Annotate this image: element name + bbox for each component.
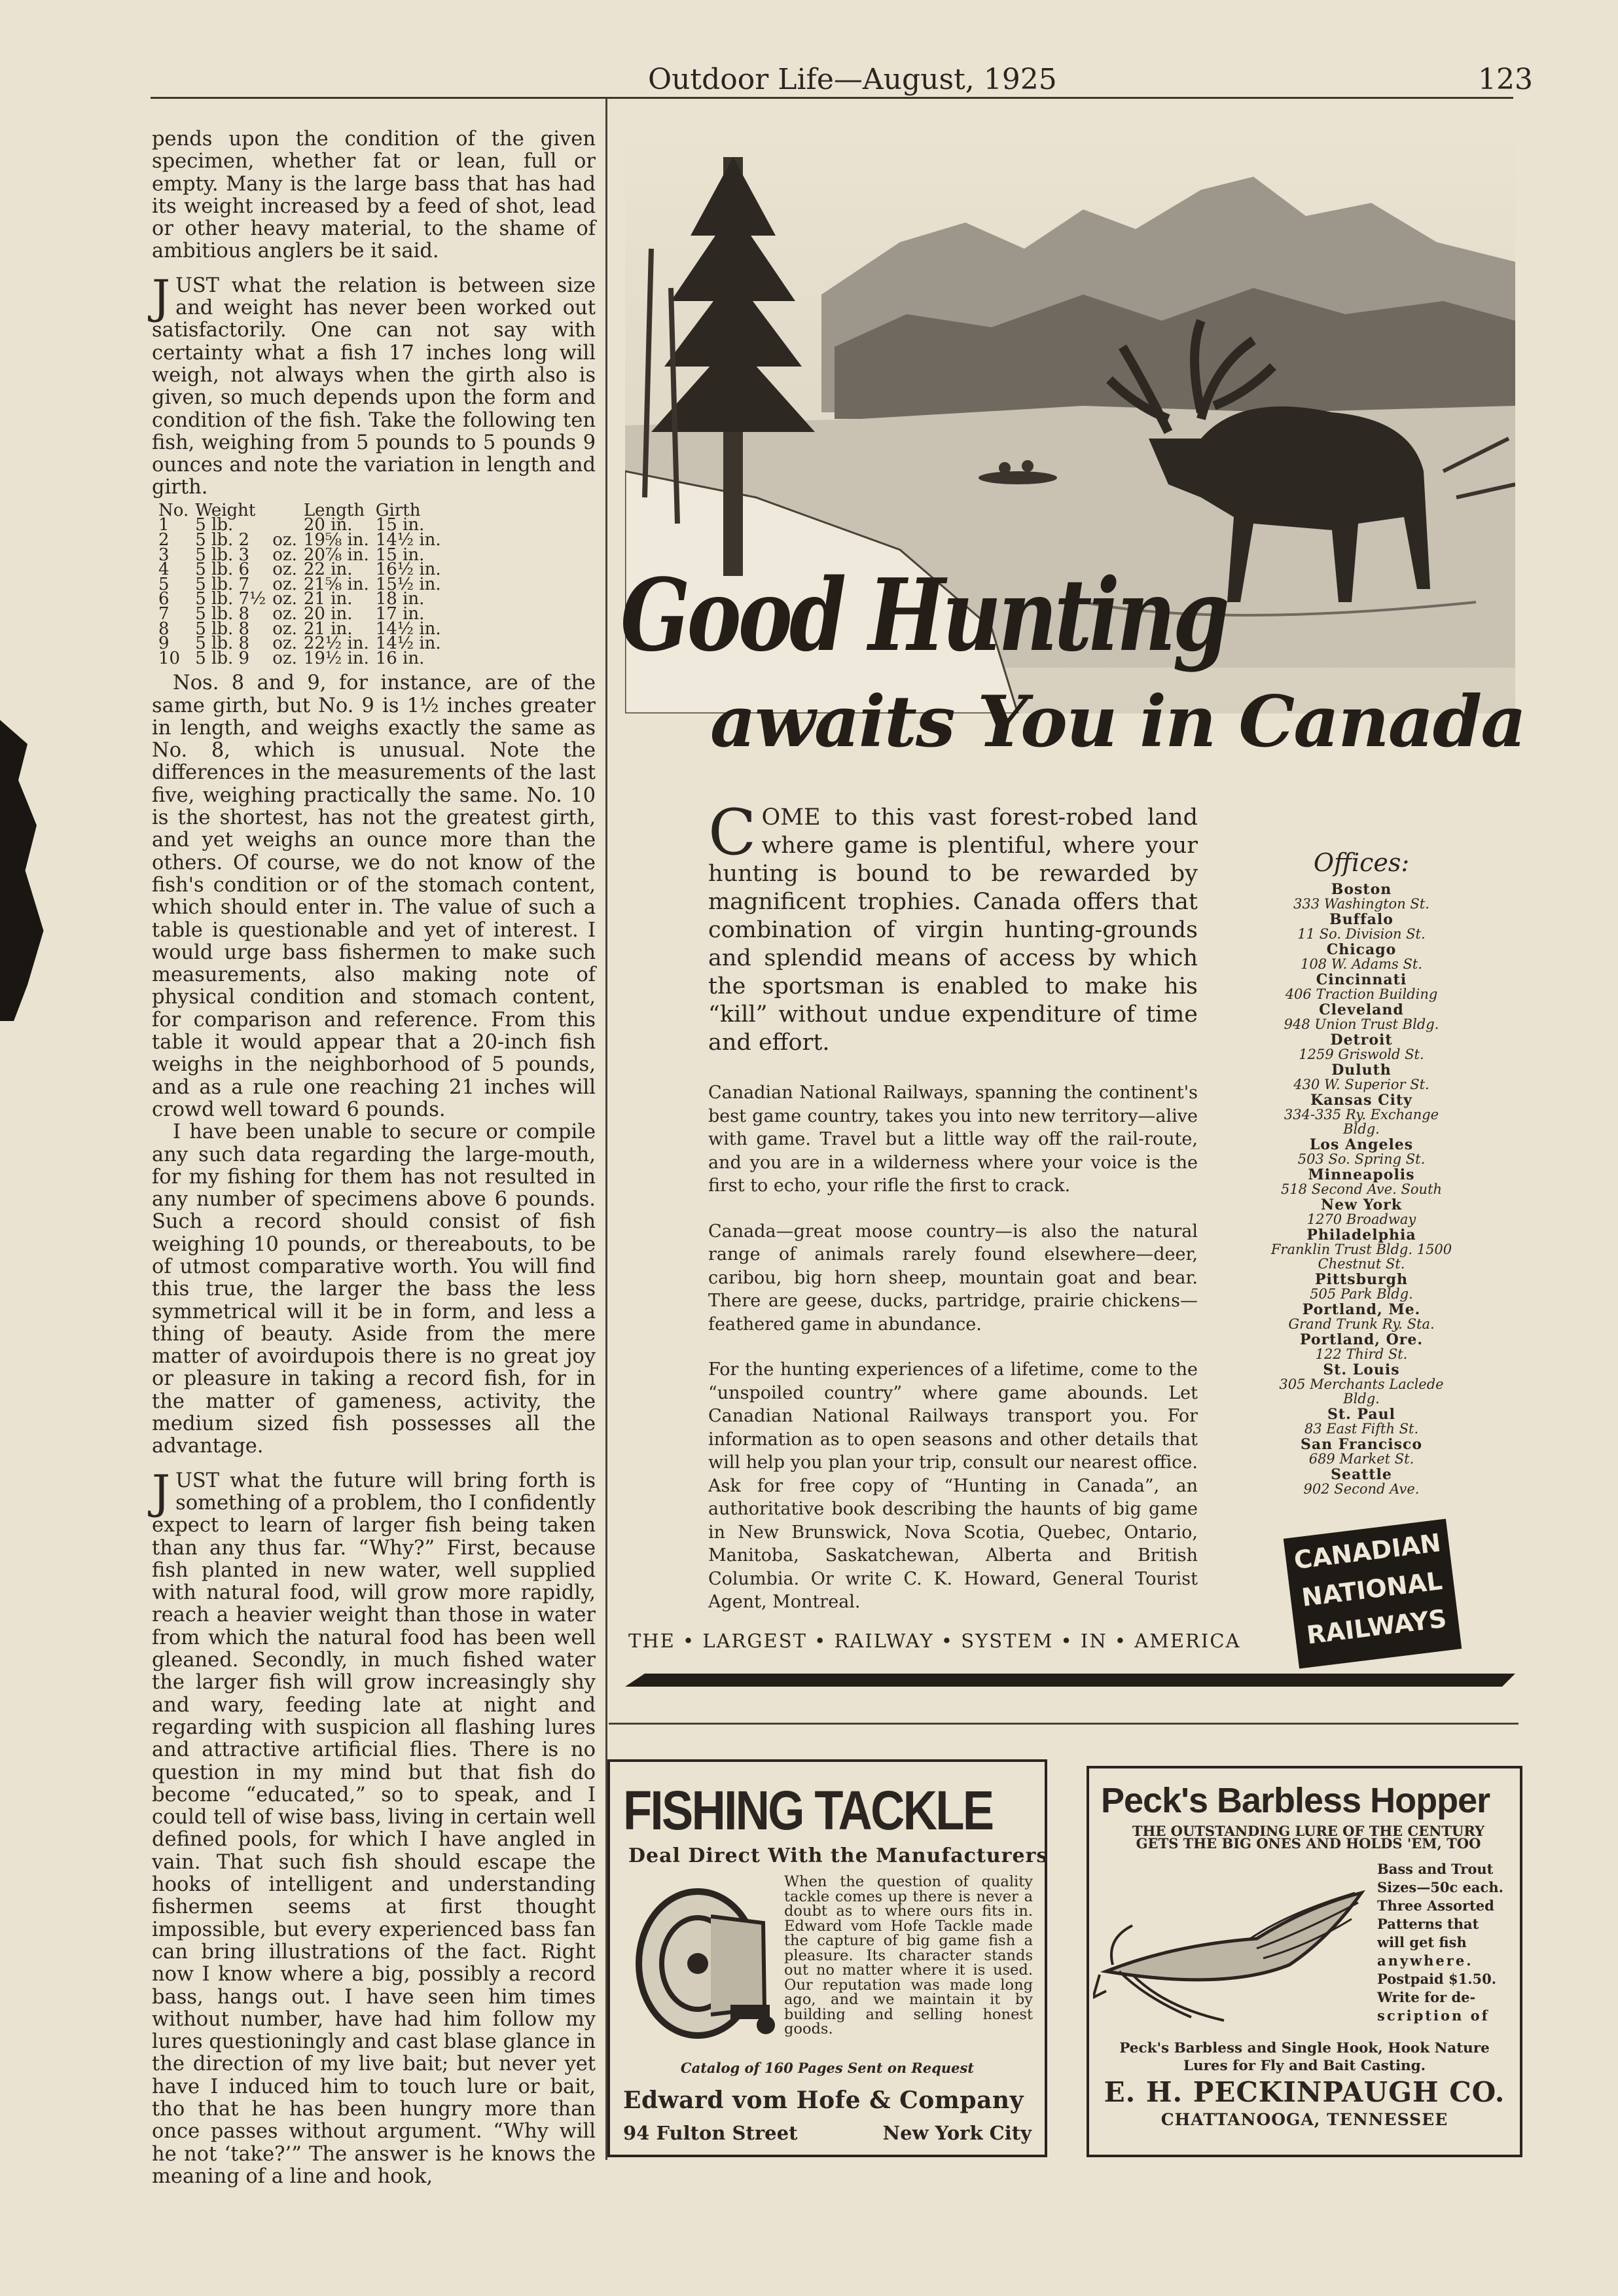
table-cell: 15½ in. <box>375 574 441 594</box>
table-cell: oz. <box>272 648 297 668</box>
ad-paragraph: For the hunting experiences of a lifetime, come to the “unspoiled country” where game abounds. Let Canadian National Railways transport you. For information as to open seasons and other details that will help you plan your trip, consult our nearest office. Ask for free copy of “Hunting in Canada”, an authoritative book describing the haunts of big game in New Brunswick, Nova Scotia, Quebec, Ontario, Manitoba, Saskatchewan, Alberta and British Columbia. Or write C. K. Howard, General Tourist Agent, Montreal. <box>708 1359 1198 1612</box>
decorative-rail-rule <box>625 1672 1515 1688</box>
price-line: Write for de- <box>1377 1989 1476 2005</box>
logo-line: RAILWAYS <box>1304 1604 1448 1650</box>
office-city: Portland, Me. <box>1302 1301 1421 1318</box>
fish-measurement-table <box>158 500 448 668</box>
paragraph-text: UST what the relation is between size and weight has never been worked out satisfactorily. One can not say with certainty what a fish 17 inches long will weigh, not always when the girth also is given, so much depends upon the form and condition of the fish. Take the following ten fish, weighing from 5 pounds to 5 pounds 9 ounces and note the variation in length and girth. <box>152 274 596 499</box>
table-cell: 5 lb. 7 <box>195 574 250 594</box>
office-city: Chicago <box>1326 941 1397 958</box>
office-address: 505 Park Bldg. <box>1310 1286 1413 1302</box>
office-city: Boston <box>1331 881 1392 898</box>
table-cell: 5 lb. 3 <box>195 545 250 565</box>
barbless-hopper-ad <box>1087 1766 1522 2157</box>
price-line: anywhere. <box>1377 1952 1473 1969</box>
tackle-company-name: Edward vom Hofe & Company <box>623 2087 1024 2114</box>
office-city: Pittsburgh <box>1315 1271 1408 1288</box>
table-cell: 19½ in. <box>303 648 369 668</box>
table-cell: 4 <box>158 560 170 580</box>
office-city: Cincinnati <box>1316 971 1407 988</box>
table-cell: 3 <box>158 545 170 565</box>
offices-list <box>1267 848 1456 1498</box>
article-paragraph: Nos. 8 and 9, for instance, are of the same girth, but No. 9 is 1½ inches greater in length, and weighs exactly the same as No. 8, which is unusual. Note the differences in the measurements of the last five, weighing practically the same. No. 10 is the shortest, has not the greatest girth, and yet weighs an ounce more than the others. Of course, we do not know of the fish's condition or of the stomach content, which should enter in. The value of such a table is questionable and yet of interest. I would urge bass fishermen to make such measurements, also making note of physical condition and stomach content, for comparison and reference. From this table it would appear that a 20-inch fish weighs in the neighborhood of 5 pounds, and as a rule one reaching 21 inches will crowd well toward 6 pounds. <box>152 672 596 1121</box>
hopper-price-info <box>1377 1860 1508 2025</box>
table-cell: 5 lb. 2 <box>195 529 250 550</box>
table-cell: 20 in. <box>303 515 353 535</box>
canadian-national-railways-logo <box>1284 1519 1462 1669</box>
office-city: Philadelphia <box>1306 1227 1416 1244</box>
table-cell: 17 in. <box>375 603 425 624</box>
price-line: scription of <box>1377 2007 1490 2024</box>
office-entries <box>1267 882 1456 1496</box>
drop-cap: J <box>152 1465 171 1519</box>
logo-line: CANADIAN <box>1292 1528 1443 1575</box>
torn-page-edge <box>0 720 46 1021</box>
drop-cap: J <box>152 270 171 324</box>
office-address: 689 Market St. <box>1308 1451 1414 1467</box>
fishing-lure-icon <box>1093 1867 1375 2030</box>
office-address: 518 Second Ave. South <box>1280 1181 1443 1197</box>
article-paragraph: pends upon the condition of the given specimen, whether fat or lean, full or empty. Many is the large bass that has had its weight increased by a feed of shot, lead or other heavy material, to the shame of ambitious anglers be it said. <box>152 128 596 263</box>
railway-tagline: THE • LARGEST • RAILWAY • SYSTEM • IN • AMERICA <box>628 1630 1241 1652</box>
price-line: Three Assorted <box>1377 1897 1494 1914</box>
table-cell: 8 <box>158 619 170 639</box>
table-row <box>158 651 448 666</box>
hopper-ad-title: Peck's Barbless Hopper <box>1101 1781 1490 1820</box>
hopper-description <box>1098 2039 1511 2075</box>
office-city: San Francisco <box>1300 1436 1423 1453</box>
price-line: Sizes—50c each. <box>1377 1879 1503 1895</box>
table-cell: oz. <box>272 589 297 609</box>
office-address: 334-335 Ry. Exchange Bldg. <box>1284 1107 1439 1137</box>
table-cell: oz. <box>272 574 297 594</box>
table-cell: 21⅝ in. <box>303 574 369 594</box>
table-cell: 6 <box>158 589 170 609</box>
offices-heading: Offices: <box>1313 848 1410 877</box>
header-rule <box>151 97 1513 99</box>
hopper-ad-tagline <box>1109 1825 1508 1850</box>
table-cell: oz. <box>272 529 297 550</box>
office-address: 430 W. Superior St. <box>1293 1077 1429 1092</box>
table-cell: 14½ in. <box>375 529 441 550</box>
office-city: Buffalo <box>1329 911 1393 928</box>
office-address: Grand Trunk Ry. Sta. <box>1288 1316 1435 1332</box>
office-address: 503 So. Spring St. <box>1297 1151 1426 1167</box>
office-city: Los Angeles <box>1309 1136 1414 1153</box>
office-address: 11 So. Division St. <box>1297 926 1426 942</box>
table-cell: 18 in. <box>375 589 425 609</box>
table-cell: 2 <box>158 529 170 550</box>
ad-paragraph: Canada—great moose country—is also the natural range of animals rarely found elsewhere—deer, caribou, big horn sheep, mountain goat and bear. There are geese, ducks, partridge, prairie chickens—feathered game in abundance. <box>708 1221 1198 1335</box>
table-cell: oz. <box>272 545 297 565</box>
running-header-title: Outdoor Life—August, 1925 <box>648 63 1057 96</box>
tagline-line: GETS THE BIG ONES AND HOLDS 'EM, TOO <box>1136 1835 1481 1852</box>
price-line: Bass and Trout <box>1377 1861 1494 1877</box>
office-address: 305 Merchants Laclede Bldg. <box>1279 1376 1444 1407</box>
office-city: Duluth <box>1331 1062 1392 1079</box>
ad-headline-good-hunting: Good Hunting <box>620 556 1227 673</box>
table-cell: 10 <box>158 648 181 668</box>
office-city: St. Louis <box>1323 1361 1400 1378</box>
price-line: Patterns that <box>1377 1916 1479 1932</box>
office-address: 406 Traction Building <box>1285 986 1438 1002</box>
table-cell: 5 lb. 7½ <box>195 589 266 609</box>
table-cell: 21 in. <box>303 619 353 639</box>
ad-headline-canada: awaits You in Canada <box>710 681 1526 763</box>
hopper-company-name: E. H. PECKINPAUGH CO. <box>1104 2076 1505 2108</box>
office-city: Detroit <box>1330 1031 1393 1049</box>
office-address: 1270 Broadway <box>1306 1211 1416 1227</box>
office-address: 122 Third St. <box>1315 1346 1408 1362</box>
drop-cap: C <box>708 796 757 869</box>
fishing-reel-icon <box>626 1877 778 2050</box>
table-cell: oz. <box>272 560 297 580</box>
office-address: 83 East Fifth St. <box>1304 1421 1419 1437</box>
intro-text: OME to this vast forest-robed land where game is plentiful, where your hunting is bound to be rewarded by magnificent trophies. Canada offers that combination of virgin hunting-grounds and splendid means of access by which the sportsman is enabled to make his “kill” without undue expenditure of time and effort. <box>708 804 1198 1056</box>
tackle-street-address: 94 Fulton Street <box>623 2122 798 2144</box>
table-cell: 22 in. <box>303 560 353 580</box>
table-cell: oz. <box>272 603 297 624</box>
page-number: 123 <box>1478 63 1533 96</box>
table-cell: 5 lb. 9 <box>195 648 250 668</box>
tackle-city: New York City <box>882 2122 1032 2144</box>
office-address: 1259 Griswold St. <box>1299 1047 1424 1062</box>
tackle-ad-body: When the question of quality tackle comes up there is never a doubt as to where ours fits in. Edward vom Hofe Tackle made the capture of big game fish a pleasure. Its character stands out no matter where it is used. Our reputation was made long ago, and we maintain it by building and selling honest goods. <box>784 1873 1033 2037</box>
table-cell: 5 lb. 6 <box>195 560 250 580</box>
table-body <box>158 515 448 668</box>
office-address: 333 Washington St. <box>1293 896 1429 912</box>
table-cell: oz. <box>272 619 297 639</box>
table-cell: 5 lb. <box>195 515 234 535</box>
tackle-ad-subtitle: Deal Direct With the Manufacturers <box>628 1844 1049 1867</box>
office-city: Cleveland <box>1319 1001 1404 1018</box>
table-cell: 5 lb. 8 <box>195 634 250 654</box>
article-paragraph <box>152 270 596 499</box>
table-cell: 14½ in. <box>375 634 441 654</box>
table-cell: 16 in. <box>375 648 425 668</box>
office-city: New York <box>1320 1196 1402 1213</box>
office-city: Minneapolis <box>1308 1166 1415 1183</box>
table-cell: 9 <box>158 634 170 654</box>
table-cell: 15 in. <box>375 545 425 565</box>
table-cell: oz. <box>272 634 297 654</box>
column-header: No. <box>158 500 189 520</box>
column-header: Length <box>303 500 365 520</box>
table-cell: 7 <box>158 603 170 624</box>
price-line: Postpaid $1.50. <box>1377 1971 1497 1987</box>
catalog-offer: Catalog of 160 Pages Sent on Request <box>680 2060 975 2076</box>
office-city: Kansas City <box>1310 1092 1412 1109</box>
article-paragraph: I have been unable to secure or compile any such data regarding the large-mouth, for my fishing for them has not resulted in any number of specimens above 6 pounds. Such a record should consist of fish weighing 10 pounds, or thereabouts, to be of utmost comparative worth. You will find this true, the larger the bass the less symmetrical will it be in form, and less a thing of beauty. Aside from the mere matter of avoirdupois there is no great joy or pleasure in taking a record fish, for in the matter of gameness, activity, the medium sized fish possesses all the advantage. <box>152 1121 596 1458</box>
hopper-company-location: CHATTANOOGA, TENNESSEE <box>1160 2110 1448 2129</box>
office-address: 902 Second Ave. <box>1303 1481 1420 1497</box>
table-cell: 20⅞ in. <box>303 545 369 565</box>
article-paragraph <box>152 1465 596 2189</box>
tagline-line: THE OUTSTANDING LURE OF THE CENTURY <box>1132 1823 1485 1839</box>
table-cell: 5 lb. 8 <box>195 603 250 624</box>
office-city: Portland, Ore. <box>1299 1331 1424 1348</box>
description-line: Peck's Barbless and Single Hook, Hook Nature <box>1119 2040 1490 2056</box>
office-city: St. Paul <box>1327 1406 1395 1423</box>
office-city: Seattle <box>1331 1466 1392 1483</box>
tackle-ad-title: FISHING TACKLE <box>623 1780 993 1841</box>
ad-paragraph: Canadian National Railways, spanning the continent's best game country, takes you into new territory—alive with game. Travel but a little way off the rail-route, and you are in a wilderness where your voice is the first to echo, your rifle the first to crack. <box>708 1083 1198 1196</box>
ad-section-rule <box>609 1723 1519 1725</box>
fishing-tackle-ad <box>607 1759 1047 2157</box>
price-line: will get fish <box>1377 1934 1467 1950</box>
paragraph-text: UST what the future will bring forth is something of a problem, tho I confidently expect to learn of larger fish being taken than any thus far. “Why?” First, because fish planted in new water, well supplied with natural food, will grow more rapidly, reach a heavier weight than those in water from which the natural food has been well gleaned. Secondly, in much fished water the larger fish will grow increasingly shy and wary, feeding late at night and regarding with suspicion all flashing lures and attractive artificial flies. There is no question in my mind but that fish do become “educated,” so to speak, and I could tell of wise bass, living in certain well defined pools, for which I have angled in vain. That such fish should escape the hooks of intelligent and understanding fishermen seems at first thought impossible, but every experienced bass fan can bring illustrations of the fact. Right now I know where a big, possibly a record bass, hangs out. I have seen him times without number, have had him follow my lures questioningly and cast blase glance in the direction of my live bait; but never yet have I induced him to touch lure or bait, tho that he has been hungry more than once passes without argument. “Why will he not ‘take?’” The answer is he knows the meaning of a line and hook, <box>152 1469 596 2188</box>
table-cell: 19⅝ in. <box>303 529 369 550</box>
office-address: Franklin Trust Bldg. 1500 Chestnut St. <box>1270 1242 1452 1272</box>
table-cell: 5 <box>158 574 170 594</box>
description-line: Lures for Fly and Bait Casting. <box>1183 2058 1426 2074</box>
table-cell: 1 <box>158 515 170 535</box>
table-cell: 5 lb. 8 <box>195 619 250 639</box>
table-cell: 21 in. <box>303 589 353 609</box>
table-cell: 15 in. <box>375 515 425 535</box>
office-address: 948 Union Trust Bldg. <box>1284 1016 1439 1032</box>
table-cell: 14½ in. <box>375 619 441 639</box>
office-address: 108 W. Adams St. <box>1300 956 1423 972</box>
table-cell: 22½ in. <box>303 634 369 654</box>
table-cell: 20 in. <box>303 603 353 624</box>
table-cell: 16½ in. <box>375 560 441 580</box>
ad-intro-paragraph <box>708 796 1198 1057</box>
column-header: Weight <box>195 500 256 520</box>
article-column <box>152 128 596 2188</box>
logo-line: NATIONAL <box>1300 1566 1445 1613</box>
column-header: Girth <box>375 500 421 520</box>
ad-body-copy <box>708 1081 1198 1636</box>
